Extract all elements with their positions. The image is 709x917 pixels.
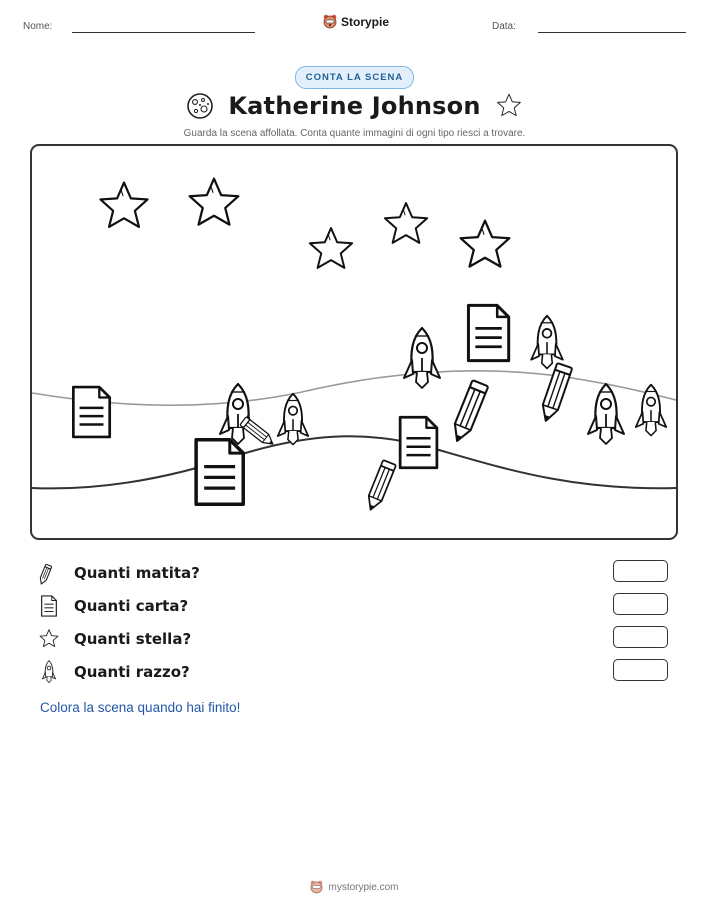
scene-star-icon	[100, 183, 147, 227]
name-label: Nome:	[23, 21, 53, 32]
date-field[interactable]	[538, 32, 686, 33]
scene-star-icon	[461, 221, 510, 267]
scene-paper-icon	[468, 305, 508, 360]
date-label: Data:	[492, 21, 516, 32]
scene-frame	[30, 144, 678, 540]
answer-box-star[interactable]	[613, 626, 668, 648]
answer-box-pencil[interactable]	[613, 560, 668, 582]
paper-icon	[38, 594, 60, 618]
activity-badge: CONTA LA SCENA	[295, 66, 415, 89]
brand-name: Storypie	[341, 14, 390, 29]
scene-star-icon	[310, 228, 352, 268]
scene-star-icon	[190, 179, 239, 225]
scene-rocket-icon	[588, 384, 624, 444]
question-row-rocket	[38, 659, 190, 685]
answer-box-paper[interactable]	[613, 593, 668, 615]
instructions: Guarda la scena affollata. Conta quante immagini di ogni tipo riesci a trovare.	[183, 128, 526, 139]
scene-rocket-icon	[278, 394, 309, 445]
scene-paper-icon	[400, 417, 437, 467]
scene-pencil-icon	[364, 460, 396, 512]
scene-rocket-icon	[220, 384, 256, 444]
answer-box-rocket[interactable]	[613, 659, 668, 681]
far-hill-line	[32, 371, 676, 406]
pencil-icon	[38, 561, 60, 585]
footer-url[interactable]: mystorypie.com	[328, 881, 399, 893]
near-hill-line	[32, 436, 676, 488]
footer	[0, 880, 709, 894]
star-outline-icon	[495, 92, 523, 120]
scene-canvas	[32, 146, 676, 538]
name-field[interactable]	[72, 32, 255, 33]
scene-rocket-icon	[404, 328, 440, 388]
page-title: Katherine Johnson	[228, 92, 481, 120]
scene-rocket-icon	[531, 316, 563, 369]
scene-rocket-icon	[636, 385, 667, 436]
storypie-bear-icon	[310, 880, 323, 894]
scene-paper-icon	[73, 387, 109, 437]
question-label: Quanti stella?	[74, 630, 192, 648]
question-row-star	[38, 626, 191, 652]
question-label: Quanti matita?	[74, 564, 200, 582]
question-label: Quanti carta?	[74, 597, 189, 615]
brand-logo	[323, 14, 389, 29]
scene-star-icon	[385, 203, 427, 243]
moon-icon	[186, 92, 214, 120]
scene-pencil-icon	[240, 417, 276, 448]
storypie-bear-icon	[323, 14, 337, 29]
scene-paper-icon	[196, 440, 243, 505]
question-row-paper	[38, 593, 188, 619]
rocket-icon	[38, 660, 60, 684]
coloring-note: Colora la scena quando hai finito!	[40, 700, 241, 715]
scene-pencil-icon	[449, 380, 488, 444]
question-label: Quanti razzo?	[74, 663, 190, 681]
question-row-pencil	[38, 560, 200, 586]
scene-pencil-icon	[538, 363, 572, 423]
star-icon	[38, 627, 60, 651]
